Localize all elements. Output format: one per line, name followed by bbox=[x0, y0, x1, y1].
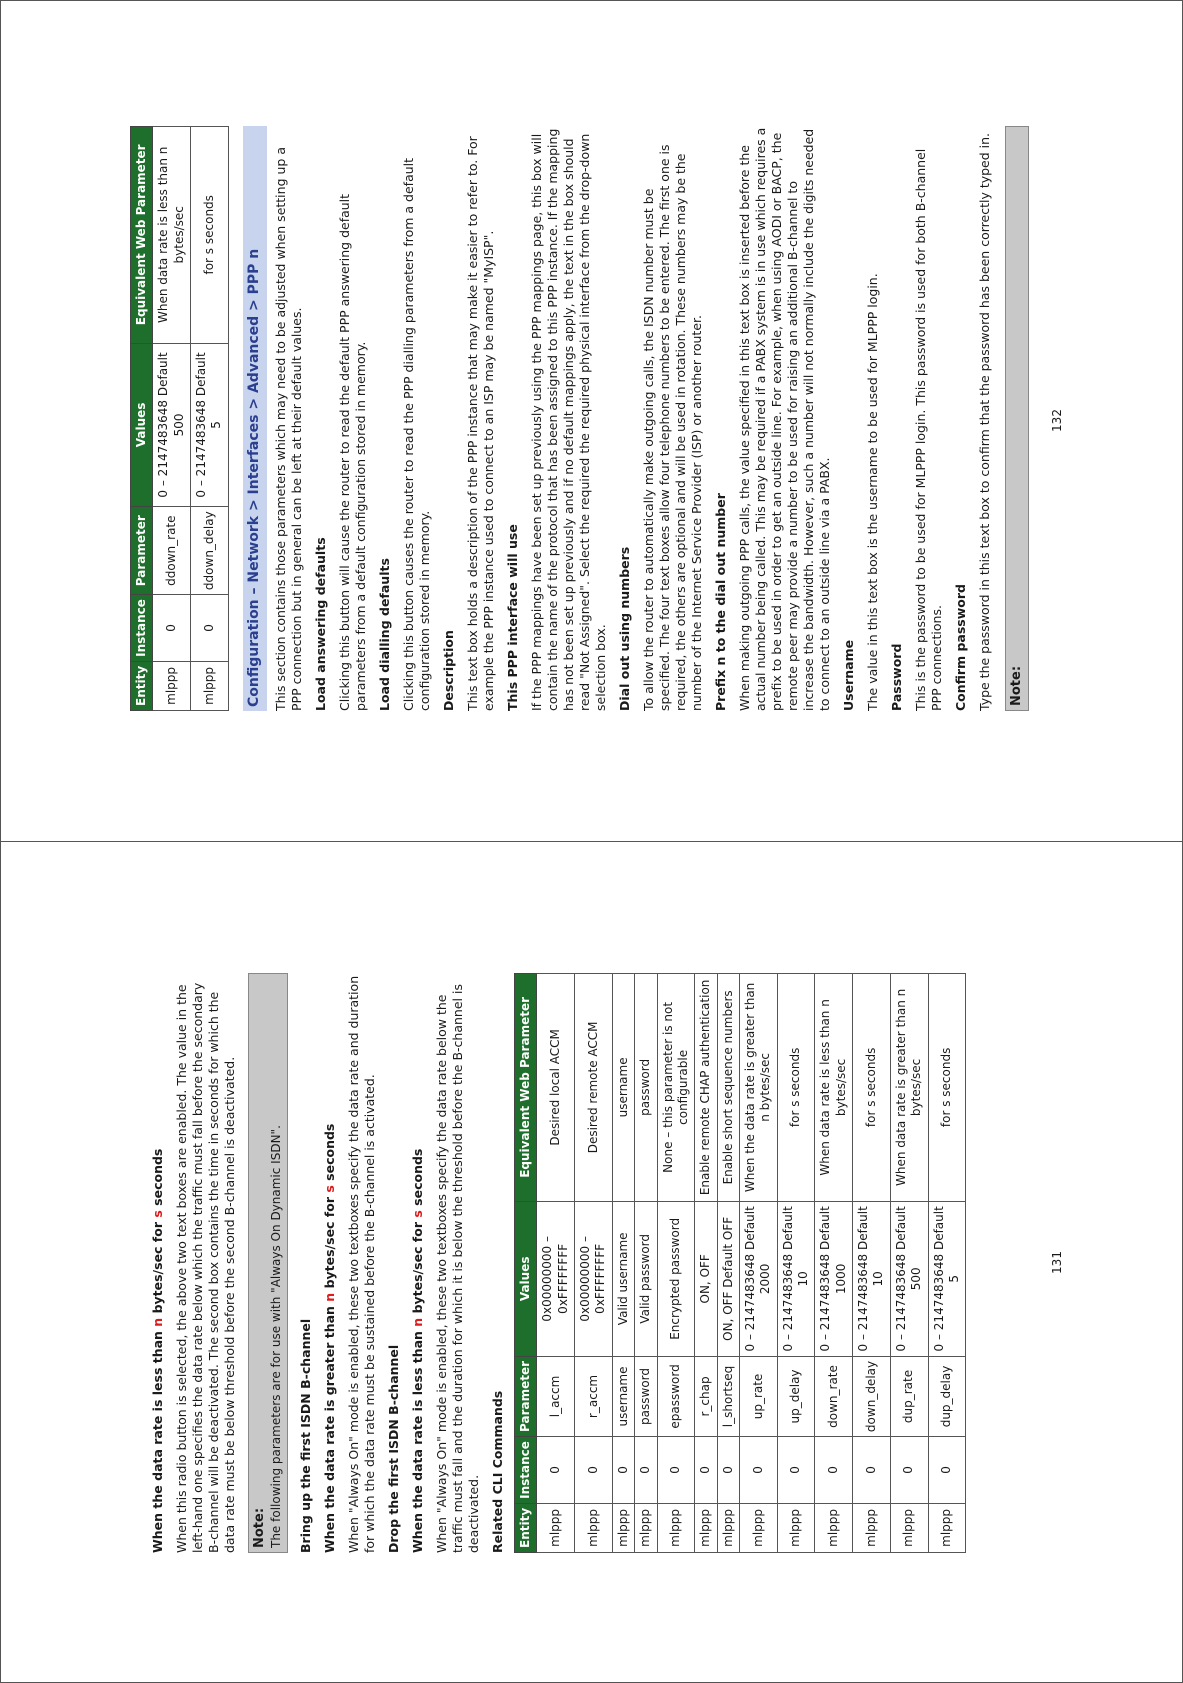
col-entity: Entity bbox=[131, 661, 153, 710]
section-text: Clicking this button causes the router to read the PPP dialling parameters from a default configuration stored in memory. bbox=[400, 157, 432, 711]
table-cell: down_delay bbox=[853, 1356, 891, 1436]
table-cell: 0 bbox=[635, 1437, 657, 1504]
table-cell: r_chap bbox=[695, 1356, 717, 1436]
table-cell: Encrypted password bbox=[657, 1201, 695, 1356]
section-heading: Load dialling defaults bbox=[376, 558, 392, 711]
table-cell: dup_rate bbox=[890, 1356, 928, 1436]
drop-title: Drop the first ISDN B-channel bbox=[385, 1344, 401, 1553]
table-cell: Enable remote CHAP authentication bbox=[695, 974, 717, 1202]
section-text: When making outgoing PPP calls, the value specified in this text box is inserted before the actual number being called. This may be required if a PABX system is in use which requires a prefix to be used in order to get an outside line. For example, when using AODI or BACP, the remote peer may provide a number to be used for raising an additional B-channel to increase the bandwidth. However, such a number will not normally include the digits needed to connect to an outside line via a PABX. bbox=[736, 127, 832, 711]
cli-title: Related CLI Commands bbox=[489, 1390, 505, 1553]
table-cell: l_shortseq bbox=[717, 1356, 739, 1436]
table-cell: down_rate bbox=[815, 1356, 853, 1436]
note-title: Note: bbox=[1008, 665, 1024, 706]
table-cell: When data rate is less than n bytes/sec bbox=[153, 127, 191, 344]
table-row bbox=[635, 974, 657, 1553]
cli-table-132 bbox=[130, 126, 229, 711]
table-cell: 0 bbox=[717, 1437, 739, 1504]
col-values: Values bbox=[514, 1201, 536, 1356]
table-row bbox=[717, 974, 739, 1553]
table-row bbox=[928, 974, 966, 1553]
table-cell: username bbox=[612, 974, 634, 1202]
table-cell: mlppp bbox=[717, 1503, 739, 1552]
table-cell: mlppp bbox=[191, 661, 229, 710]
page-132 bbox=[0, 0, 1183, 841]
note-title: Note: bbox=[252, 1507, 267, 1548]
table-cell: 0 – 2147483648 Default 1000 bbox=[815, 1201, 853, 1356]
page-number: 132 bbox=[1050, 409, 1064, 432]
table-cell: 0 – 2147483648 Default 500 bbox=[890, 1201, 928, 1356]
table-cell: 0 bbox=[853, 1437, 891, 1504]
table-cell: for s seconds bbox=[853, 974, 891, 1202]
table-row bbox=[853, 974, 891, 1553]
table-cell: 0 bbox=[815, 1437, 853, 1504]
section-heading: Prefix n to the dial out number bbox=[712, 493, 728, 711]
table-cell: mlppp bbox=[575, 1503, 613, 1552]
table-row bbox=[739, 974, 777, 1553]
table-cell: 0 bbox=[153, 595, 191, 662]
page-number: 131 bbox=[1050, 1251, 1064, 1274]
table-cell: ON, OFF bbox=[695, 1201, 717, 1356]
table-cell: 0 – 2147483648 Default 5 bbox=[191, 343, 229, 507]
table-cell: 0 bbox=[777, 1437, 815, 1504]
heading-rate-less: When the data rate is less than n bytes/sec for s seconds bbox=[150, 1148, 165, 1553]
table-cell: mlppp bbox=[153, 661, 191, 710]
table-cell: 0 – 2147483648 Default 10 bbox=[777, 1201, 815, 1356]
col-web-parameter: Equivalent Web Parameter bbox=[514, 974, 536, 1202]
table-cell: 0 bbox=[657, 1437, 695, 1504]
section-heading: Username bbox=[840, 639, 856, 711]
table-cell: 0 – 2147483648 Default 500 bbox=[153, 343, 191, 507]
table-cell: mlppp bbox=[612, 1503, 634, 1552]
section-heading: This PPP interface will use bbox=[504, 524, 520, 711]
table-cell: for s seconds bbox=[928, 974, 966, 1202]
section-heading: Description bbox=[440, 630, 456, 711]
table-cell: epassword bbox=[657, 1356, 695, 1436]
table-cell: ddown_rate bbox=[153, 507, 191, 595]
table-cell: Desired local ACCM bbox=[537, 974, 575, 1202]
table-cell: l_accm bbox=[537, 1356, 575, 1436]
section-text: The value in this text box is the username to be used for MLPPP login. bbox=[864, 273, 880, 711]
table-cell: 0 bbox=[537, 1437, 575, 1504]
table-row bbox=[777, 974, 815, 1553]
para-rate-greater: When "Always On" mode is enabled, these two textboxes specify the data rate and duration for which the data rate must be sustained before the B-channel is activated. bbox=[345, 975, 377, 1553]
table-cell: 0 bbox=[191, 595, 229, 662]
table-cell: password bbox=[635, 1356, 657, 1436]
table-cell: 0 bbox=[575, 1437, 613, 1504]
para-rate-less: When this radio button is selected, the above two text boxes are enabled. The value in the left-hand one specifies the data rate below which the traffic must fall before the secondary B-channel will be deactivated. The second box contains the time in seconds for which the data rate must be below threshold before the second B-channel is deactivated. bbox=[174, 982, 237, 1553]
table-row bbox=[537, 974, 575, 1553]
config-sections bbox=[313, 126, 993, 711]
table-cell: 0 bbox=[612, 1437, 634, 1504]
table-cell: Enable short sequence numbers bbox=[717, 974, 739, 1202]
table-cell: mlppp bbox=[739, 1503, 777, 1552]
table-cell: ddown_delay bbox=[191, 507, 229, 595]
table-cell: up_delay bbox=[777, 1356, 815, 1436]
table-cell: 0x00000000 – 0xFFFFFFFF bbox=[537, 1201, 575, 1356]
section-text: To allow the router to automatically make outgoing calls, the ISDN number must be specified. The four text boxes allow four telephone numbers to be entered. The first one is required, the others are optional and will be used in rotation. These numbers may be the number of the Internet Service Provider (ISP) or another router. bbox=[640, 144, 704, 711]
table-cell: password bbox=[635, 974, 657, 1202]
section-text: This text box holds a description of the PPP instance that may make it easier to refer to. For example the PPP instance used to connect to an ISP may be named "MyISP". bbox=[464, 136, 496, 711]
table-cell: dup_delay bbox=[928, 1356, 966, 1436]
section-heading: Confirm password bbox=[952, 584, 968, 711]
table-cell: When data rate is greater than n bytes/sec bbox=[890, 974, 928, 1202]
section-heading: Dial out using numbers bbox=[616, 546, 632, 711]
heading-rate-greater: When the data rate is greater than n bytes/sec for s seconds bbox=[321, 1123, 337, 1553]
table-cell: mlppp bbox=[928, 1503, 966, 1552]
section-heading: Password bbox=[888, 643, 904, 711]
para-rate-less2: When "Always On" mode is enabled, these two textboxes specify the data rate below the traffic must fall and the duration for which it is below the threshold before the B-channel is deactivated. bbox=[433, 984, 481, 1553]
table-cell: Desired remote ACCM bbox=[575, 974, 613, 1202]
config-intro: This section contains those parameters which may need to be adjusted when setting up a PPP connection but in general can be left at their default values. bbox=[272, 147, 304, 711]
col-instance: Instance bbox=[131, 595, 153, 662]
config-section-title: Configuration – Network > Interfaces > Advanced > PPP n bbox=[243, 126, 267, 711]
table-cell: mlppp bbox=[890, 1503, 928, 1552]
table-row bbox=[612, 974, 634, 1553]
table-cell: 0 – 2147483648 Default 5 bbox=[928, 1201, 966, 1356]
section-text: If the PPP mappings have been set up previously using the PPP mappings page, this box will contain the name of the protocol that has been assigned to this PPP instance. If the mapping has not been set up previously and if no default mappings apply, the text in the box should read "Not Assigned". Select the required the required physical interface from the drop-down selection box. bbox=[528, 128, 608, 711]
table-cell: up_rate bbox=[739, 1356, 777, 1436]
note-text: The following parameters are for use with "Always On Dynamic ISDN". bbox=[268, 1125, 283, 1548]
table-cell: 0 bbox=[739, 1437, 777, 1504]
table-cell: mlppp bbox=[537, 1503, 575, 1552]
table-cell: mlppp bbox=[853, 1503, 891, 1552]
heading-rate-less2: When the data rate is less than n bytes/sec for s seconds bbox=[409, 1148, 425, 1553]
table-cell: 0 bbox=[928, 1437, 966, 1504]
table-row bbox=[657, 974, 695, 1553]
table-row bbox=[191, 127, 229, 711]
table-row bbox=[575, 974, 613, 1553]
section-text: Clicking this button will cause the router to read the default PPP answering default parameters from a default configuration stored in memory. bbox=[336, 193, 368, 711]
table-cell: 0 – 2147483648 Default 2000 bbox=[739, 1201, 777, 1356]
table-cell: 0x00000000 – 0xFFFFFFFF bbox=[575, 1201, 613, 1356]
table-cell: None – this parameter is not configurable bbox=[657, 974, 695, 1202]
col-entity: Entity bbox=[514, 1503, 536, 1552]
col-instance: Instance bbox=[514, 1437, 536, 1504]
bring-up-title: Bring up the first ISDN B-channel bbox=[297, 1318, 313, 1553]
table-cell: Valid password bbox=[635, 1201, 657, 1356]
table-cell: for s seconds bbox=[777, 974, 815, 1202]
page-131 bbox=[0, 842, 1183, 1683]
table-row bbox=[890, 974, 928, 1553]
col-web-parameter: Equivalent Web Parameter bbox=[131, 127, 153, 344]
section-text: Type the password in this text box to confirm that the password has been correctly typed in. bbox=[976, 132, 992, 711]
table-cell: r_accm bbox=[575, 1356, 613, 1436]
cli-table-131 bbox=[514, 973, 966, 1553]
table-cell: Valid username bbox=[612, 1201, 634, 1356]
section-heading: Load answering defaults bbox=[312, 537, 328, 711]
table-row bbox=[815, 974, 853, 1553]
table-cell: 0 bbox=[890, 1437, 928, 1504]
table-cell: mlppp bbox=[815, 1503, 853, 1552]
note-box bbox=[248, 973, 288, 1553]
table-row bbox=[153, 127, 191, 711]
table-cell: When the data rate is greater than n bytes/sec bbox=[739, 974, 777, 1202]
table-row bbox=[695, 974, 717, 1553]
table-cell: mlppp bbox=[657, 1503, 695, 1552]
col-values: Values bbox=[131, 343, 153, 507]
table-cell: username bbox=[612, 1356, 634, 1436]
table-cell: mlppp bbox=[635, 1503, 657, 1552]
col-parameter: Parameter bbox=[514, 1356, 536, 1436]
table-cell: 0 – 2147483648 Default 10 bbox=[853, 1201, 891, 1356]
section-text: This is the password to be used for MLPPP login. This password is used for both B-channel PPP connections. bbox=[912, 148, 944, 711]
table-cell: mlppp bbox=[695, 1503, 717, 1552]
table-cell: When data rate is less than n bytes/sec bbox=[815, 974, 853, 1202]
table-cell: mlppp bbox=[777, 1503, 815, 1552]
col-parameter: Parameter bbox=[131, 507, 153, 595]
table-cell: 0 bbox=[695, 1437, 717, 1504]
table-cell: for s seconds bbox=[191, 127, 229, 344]
note-box bbox=[1005, 126, 1030, 711]
table-cell: ON, OFF Default OFF bbox=[717, 1201, 739, 1356]
